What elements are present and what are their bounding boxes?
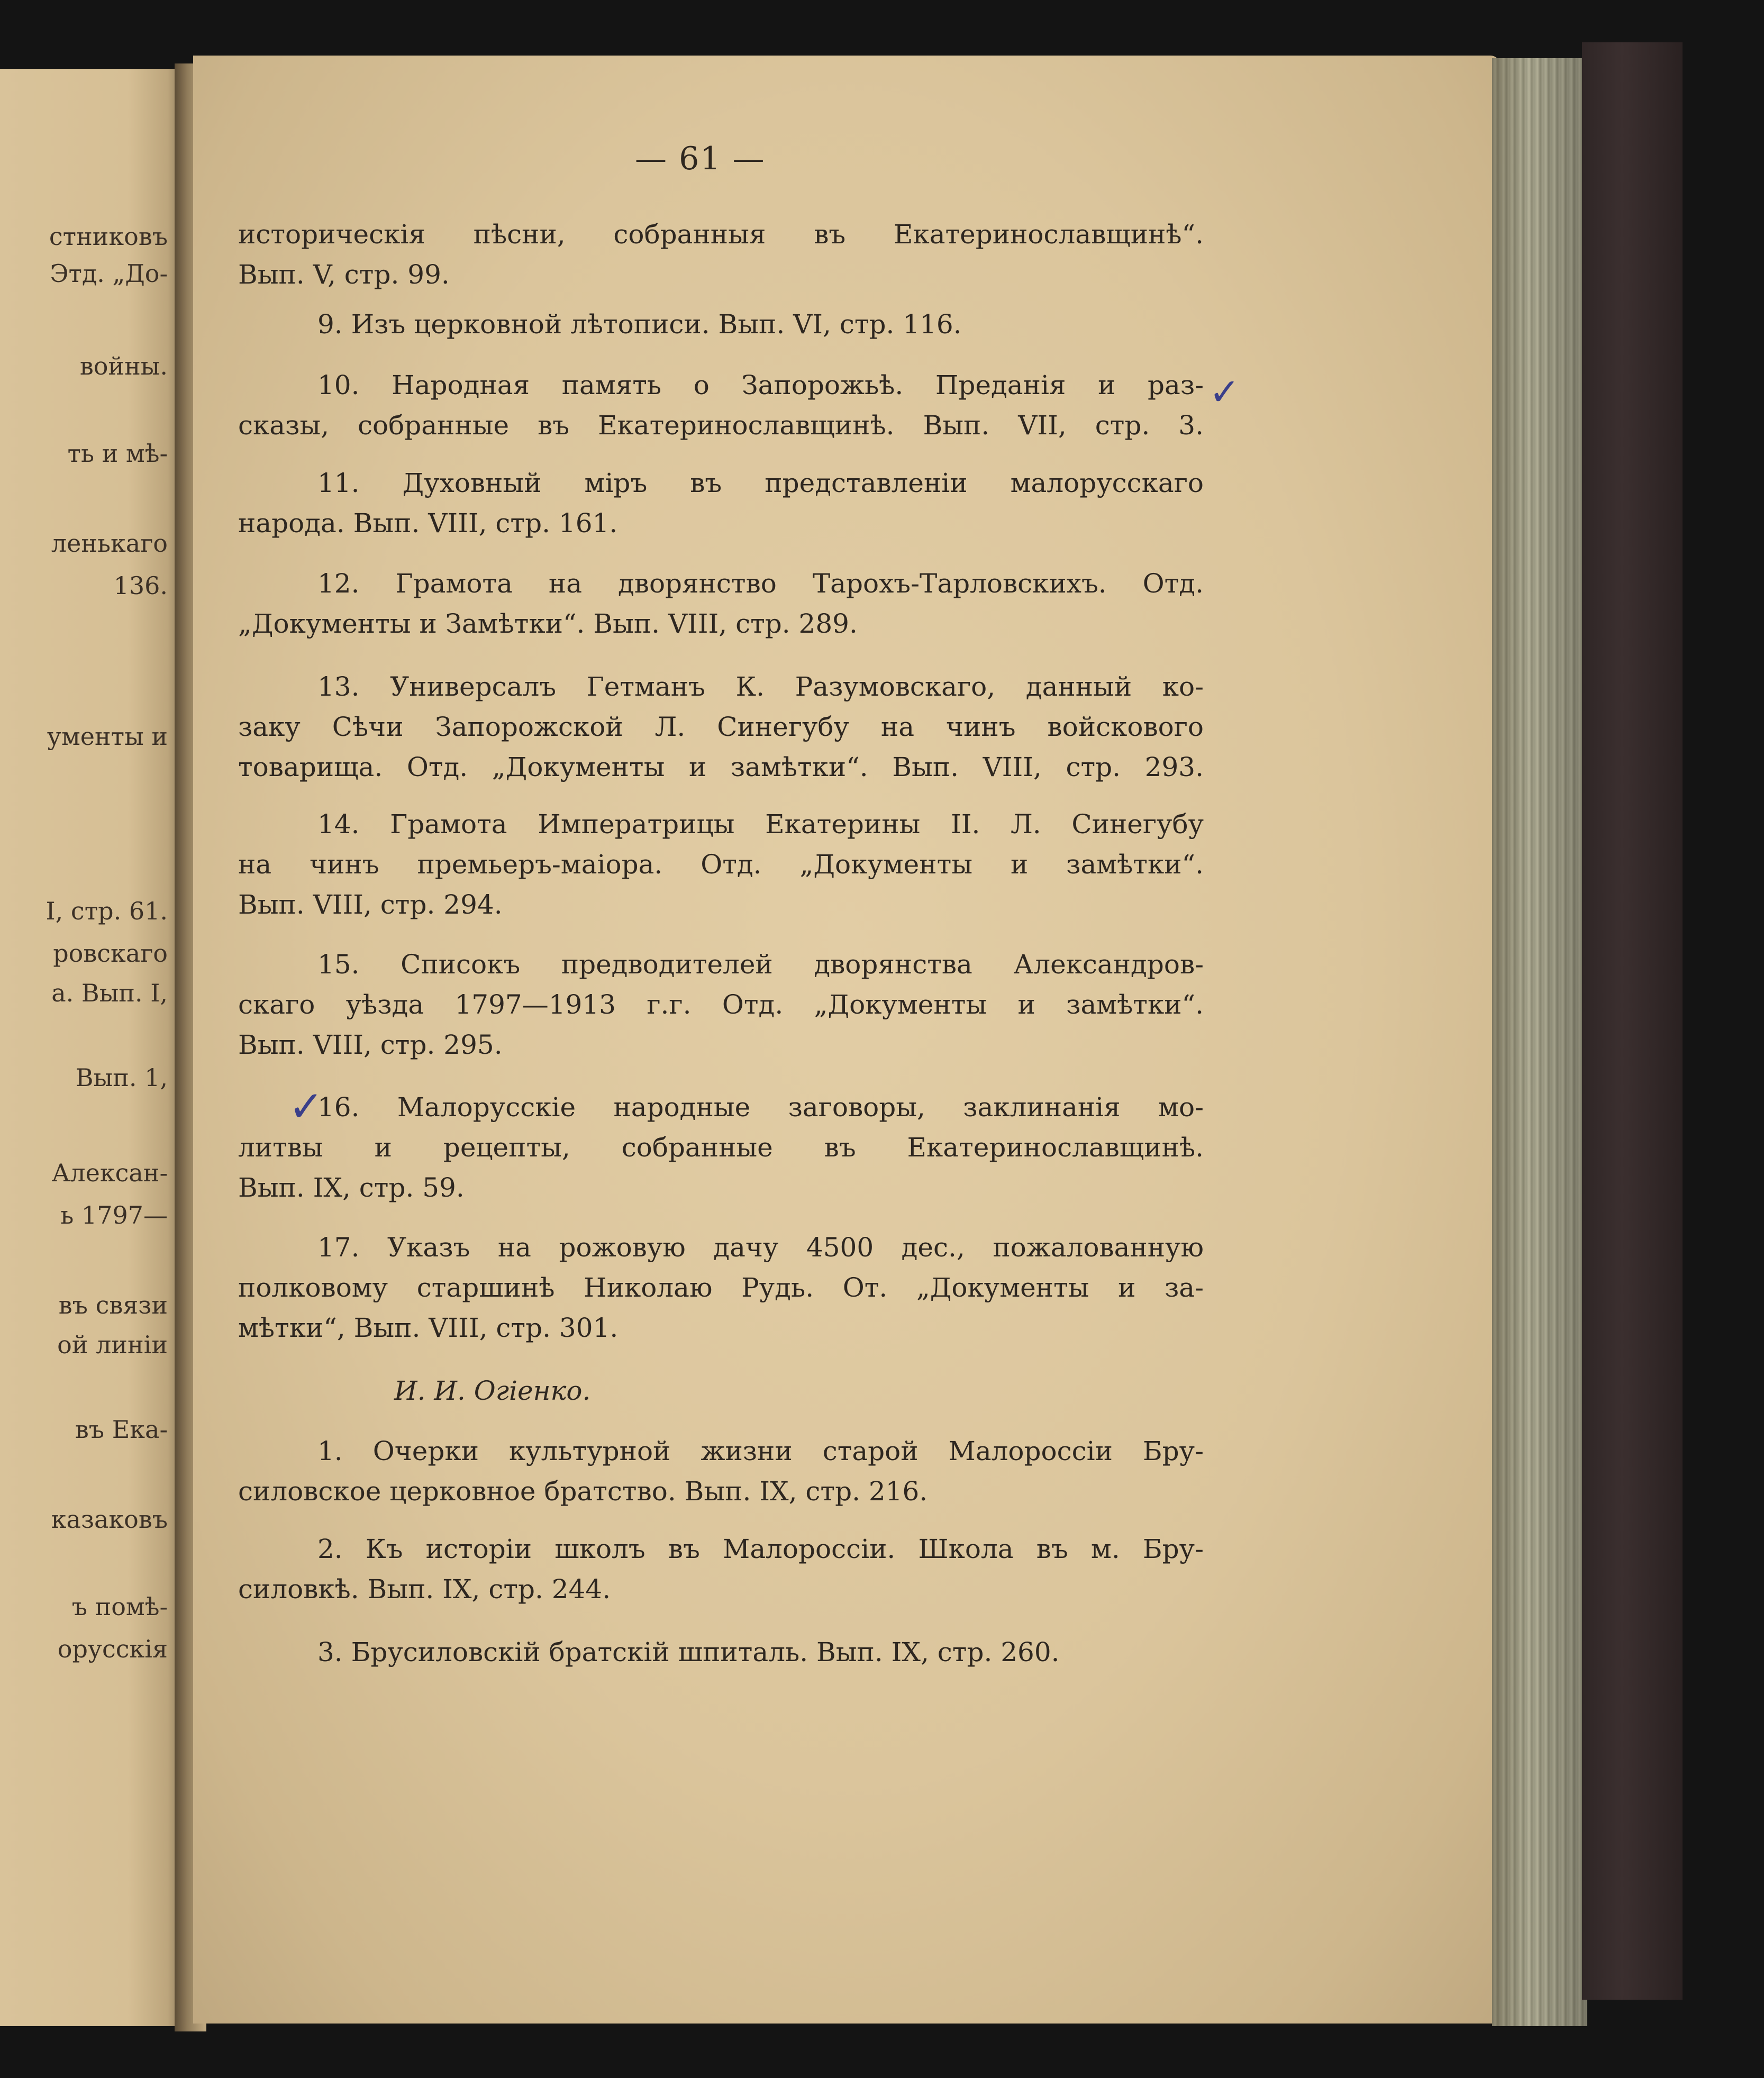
entry-line: 10. Народная память о Запорожьѣ. Преданiя и раз-: [317, 370, 1204, 400]
entry-line: 17. Указъ на рожовую дачу 4500 дес., пожалованную: [317, 1232, 1204, 1263]
entry-line: товарища. Отд. „Документы и замѣтки“. Вып. VIII, стр. 293.: [238, 752, 1204, 782]
left-page-line: въ Ека-: [75, 1415, 168, 1444]
entry-line: сказы, собранные въ Екатеринославщинѣ. Вып. VII, стр. 3.: [238, 410, 1204, 441]
left-page-line: ь 1797—: [60, 1201, 168, 1229]
page-number: — 61 —: [635, 140, 766, 177]
entry-line: скаго уѣзда 1797—1913 г.г. Отд. „Документы и замѣтки“.: [238, 989, 1204, 1020]
left-page-line: ленькаго: [51, 529, 168, 558]
left-page-line: ровскаго: [53, 939, 168, 968]
entry-line: Вып. V, стр. 99.: [238, 259, 450, 290]
bibliography-entry: [238, 1431, 1204, 1511]
left-page-line: орусскiя: [57, 1635, 168, 1663]
entry-line: мѣтки“, Вып. VIII, стр. 301.: [238, 1313, 619, 1343]
bibliography-entry: [238, 667, 1204, 787]
left-page-line: казаковъ: [51, 1505, 168, 1534]
entry-line: 12. Грамота на дворянство Тарохъ-Тарловскихъ. Отд.: [317, 568, 1204, 599]
bibliography-entry: [238, 944, 1204, 1065]
handwritten-check-mark-icon: ✓: [1209, 370, 1240, 414]
bibliography-entry: [238, 563, 1204, 644]
bibliography-entry: [238, 1227, 1204, 1348]
left-page-line: а. Вып. I,: [51, 979, 168, 1007]
entry-line: литвы и рецепты, собранные въ Екатеринославщинѣ.: [238, 1132, 1204, 1163]
left-page-line: стниковъ: [49, 222, 168, 251]
entry-line: Вып. IX, стр. 59.: [238, 1172, 465, 1203]
entry-line: на чинъ премьеръ-маiора. Отд. „Документы и замѣтки“.: [238, 849, 1204, 880]
entry-line: 1. Очерки культурной жизни старой Малороссiи Бру-: [317, 1436, 1204, 1466]
entry-line: 15. Списокъ предводителей дворянства Александров-: [317, 949, 1204, 980]
left-page-line: въ связи: [58, 1291, 168, 1319]
entry-line: 9. Изъ церковной лѣтописи. Вып. VI, стр. 116.: [317, 309, 962, 340]
page-edges-shadow: [1492, 58, 1587, 2026]
handwritten-check-mark-icon: ✓: [288, 1082, 324, 1131]
book-cover-board: [1582, 42, 1683, 2000]
bibliography-entry: [238, 365, 1204, 445]
entry-line: 2. Къ исторiи школъ въ Малороссiи. Школа въ м. Бру-: [317, 1534, 1204, 1564]
bibliography-entry: [238, 463, 1204, 543]
entry-line: „Документы и Замѣтки“. Вып. VIII, стр. 289.: [238, 608, 858, 639]
bibliography-entry: [238, 804, 1204, 925]
left-page-line: ть и мѣ-: [67, 439, 168, 468]
author-heading: И. И. Огiенко.: [394, 1375, 591, 1406]
left-page-line: ументы и: [47, 722, 168, 751]
left-page-line: ъ помѣ-: [71, 1592, 168, 1621]
bibliography-entry: [238, 1087, 1204, 1208]
entry-line: полковому старшинѣ Николаю Рудь. От. „Документы и за-: [238, 1272, 1204, 1303]
entry-line: 3. Брусиловскiй братскiй шпиталь. Вып. IX, стр. 260.: [317, 1637, 1060, 1667]
left-page-line: Вып. 1,: [75, 1063, 168, 1092]
entry-line: 16. Малорусскiе народные заговоры, заклинанiя мо-: [317, 1092, 1204, 1123]
bibliography-entry: [238, 1529, 1204, 1609]
left-page-line: ой линiи: [57, 1330, 168, 1359]
entry-line: заку Сѣчи Запорожской Л. Синегубу на чинъ войскового: [238, 712, 1204, 742]
left-page-line: Алексан-: [51, 1159, 168, 1187]
entry-line: историческiя пѣсни, собранныя въ Екатеринославщинѣ“.: [238, 219, 1204, 250]
left-page-line: I, стр. 61.: [46, 897, 168, 925]
entry-line: силовское церковное братство. Вып. IX, стр. 216.: [238, 1476, 928, 1507]
left-page-line: Этд. „До-: [50, 259, 168, 288]
bibliography-entry: [238, 1632, 1204, 1672]
entry-line: народа. Вып. VIII, стр. 161.: [238, 508, 618, 539]
entry-line: Вып. VIII, стр. 295.: [238, 1029, 503, 1060]
bibliography-entry: [238, 214, 1204, 295]
entry-line: 11. Духовный мiръ въ представленiи малорусскаго: [317, 468, 1204, 498]
bibliography-entry: [238, 304, 1204, 344]
left-page-line: 136.: [113, 571, 168, 600]
previous-page: [0, 69, 183, 2026]
left-page-line: войны.: [79, 352, 168, 380]
entry-line: Вып. VIII, стр. 294.: [238, 889, 503, 920]
entry-line: 14. Грамота Императрицы Екатерины II. Л. Синегубу: [317, 809, 1204, 840]
entry-line: 13. Универсалъ Гетманъ К. Разумовскаго, данный ко-: [317, 671, 1204, 702]
entry-line: силовкѣ. Вып. IX, стр. 244.: [238, 1574, 611, 1605]
